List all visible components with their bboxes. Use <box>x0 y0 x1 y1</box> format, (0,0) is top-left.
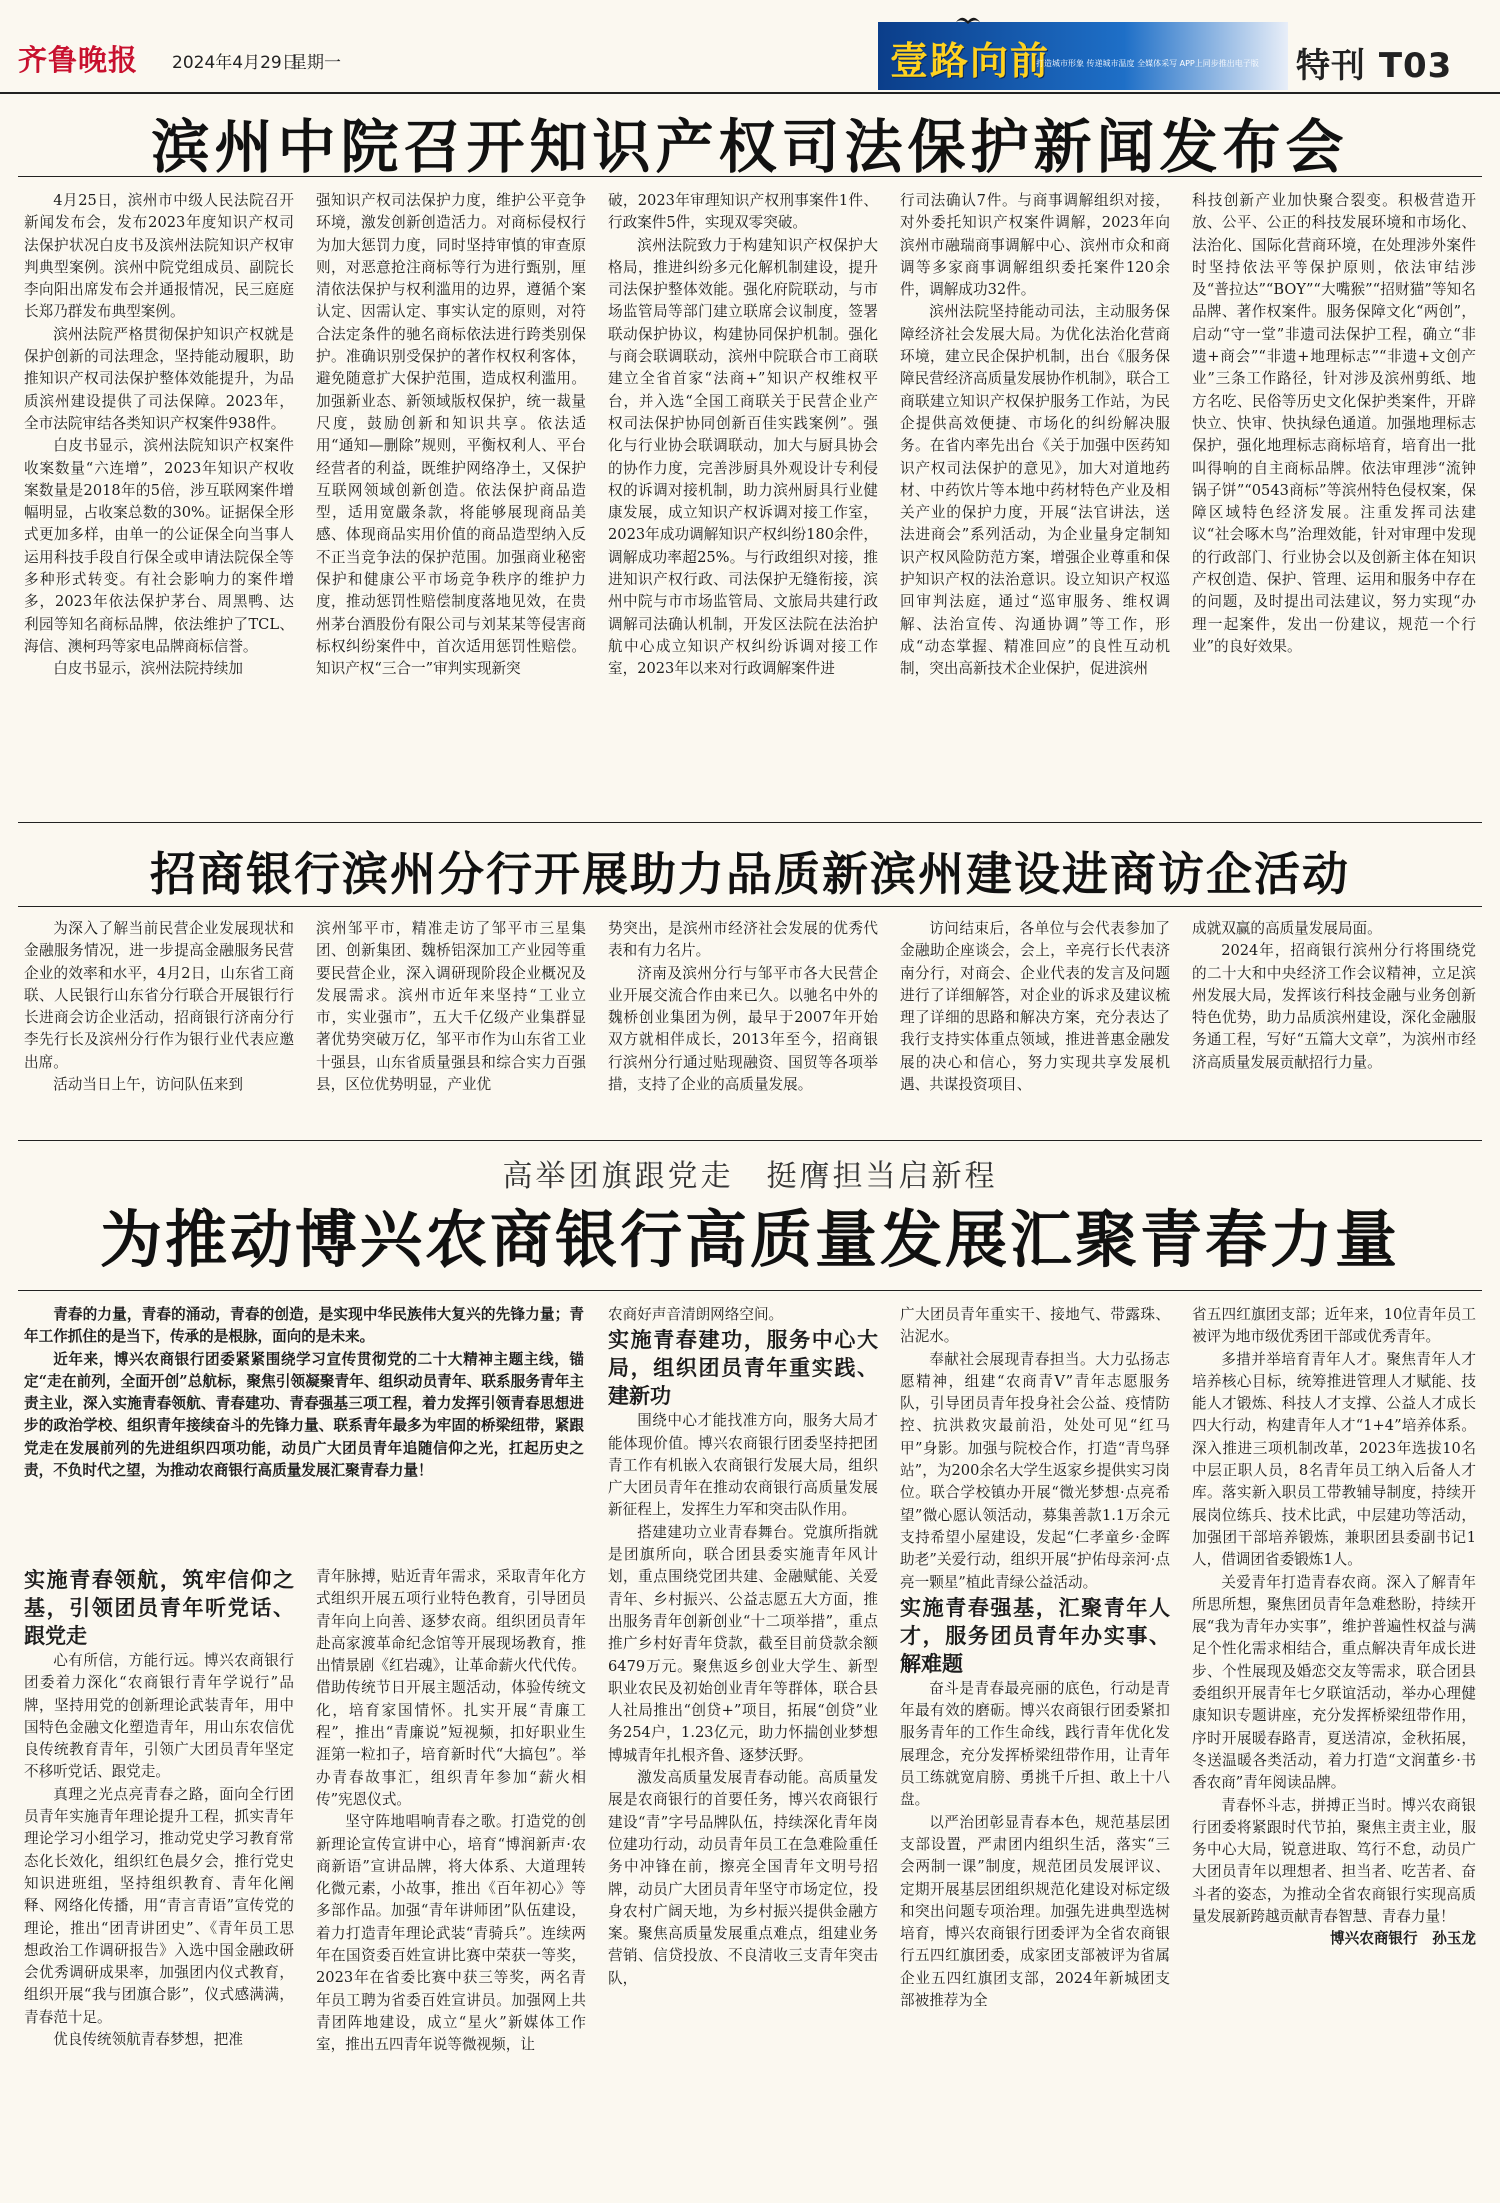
paragraph: 奉献社会展现青春担当。大力弘扬志愿精神，组建“农商青V”青年志愿服务队，引导团员青年投身社会公益、疫情防控、抗洪救灾最前沿，处处可见“红马甲”身影。加强与院校合作，打造“青鸟驿站”，为200余名大学生返家乡提供实习岗位。联合学校镇办开展“微光梦想·点亮希望”微心愿认领活动，募集善款1.1万余元支持希望小屋建设，发起“仁孝童乡·金晖助老”关爱行动，组织开展“护佑母亲河·点亮一颗星”植此青绿公益活动。 <box>900 1350 1170 1591</box>
divider <box>18 906 1482 907</box>
paragraph: 2024年，招商银行滨州分行将围绕党的二十大和中央经济工作会议精神，立足滨州发展大局，发挥该行科技金融与业务创新特色优势，助力品质滨州建设，深化金融服务通工程，写好“五篇大文章”，为滨州市经济高质量发展贡献招行力量。 <box>1192 942 1476 1071</box>
publication-date: 2024年4月29日 <box>172 53 299 73</box>
section-banner-subtitle: 打造城市形象 传递城市温度 全媒体采写 APP上同步推出电子版 <box>1036 59 1259 68</box>
paragraph: 科技创新产业加快聚合裂变。积极营造开放、公平、公正的科技发展环境和市场化、法治化、国际化营商环境，在处理涉外案件时坚持依法平等保护原则，依法审结涉及“普拉达”“BOY”“大嘴猴”“招财猫”等知名品牌、著作权案件。服务保障文化“两创”，启动“守一堂”非遗司法保护工程，确立“非遗+商会”“非遗+地理标志”“非遗+文创产业”三条工作路径，针对涉及滨州剪纸、地方名吃、民俗等历史文化保护类案件，开辟快立、快审、快执绿色通道。加强地理标志保护，强化地理标志商标培育，培育出一批叫得响的自主商标品牌。依法审理涉“流钟锅子饼”“0543商标”等滨州特色侵权案，保障区域特色经济发展。注重发挥司法建议“社会啄木鸟”治理效能，针对审理中发现的行政部门、行业协会以及创新主体在知识产权创造、保护、管理、运用和服务中存在的问题，及时提出司法建议，努力实现“办理一起案件，发出一份建议，规范一个行业”的良好效果。 <box>1192 192 1476 655</box>
article2-headline: 招商银行滨州分行开展助力品质新滨州建设进商访企活动 <box>150 847 1350 901</box>
paragraph: 滨州法院坚持能动司法，主动服务保障经济社会发展大局。为优化法治化营商环境，建立民企保护机制，出台《服务保障民营经济高质量发展协作机制》，联合工商联建立知识产权保护服务工作站，为民企提供高效便捷、市场化的纠纷解决服务。在省内率先出台《关于加强中医药知识产权司法保护的意见》，加大对道地药材、中药饮片等本地中药材特色产业及相关产业的保护力度，开展“法官讲法，送法进商会”系列活动，为企业量身定制知识产权风险防范方案，增强企业尊重和保护知识产权的法治意识。设立知识产权巡回审判法庭，通过“巡审服务、维权调解、法治宣传、沟通协调”等工作，形成“动态掌握、精准回应”的良性互动机制，突出高新技术企业保护，促进滨州 <box>900 303 1170 678</box>
byline: 博兴农商银行 孙玉龙 <box>1330 1930 1476 1948</box>
paragraph: 围绕中心才能找准方向，服务大局才能体现价值。博兴农商银行团委坚持把团青工作有机嵌入农商银行发展大局，组织广大团员青年在推动农商银行高质量发展新征程上，发挥生力军和突击队作用。 <box>608 1412 878 1519</box>
article3-lead <box>24 1304 584 1560</box>
article2-column-5 <box>1192 918 1476 1130</box>
article2-column-3 <box>608 918 878 1130</box>
paragraph: 破，2023年审理知识产权刑事案件1件、行政案件5件，实现双零突破。 <box>608 192 878 232</box>
paragraph: 农商好声音清朗网络空间。 <box>608 1306 784 1323</box>
paragraph: 白皮书显示，滨州法院知识产权案件收案数量“六连增”，2023年知识产权收案数量是2018年的5倍，涉互联网案件增幅明显，占收案总数的30%。证据保全形式更加多样，由单一的公证保全向当事人运用科技手段自行保全或申请法院保全等多种形式转变。有社会影响力的案件增多，2023年依法保护茅台、周黑鸭、达利园等知名商标品牌，依法维护了TCL、海信、澳柯玛等家电品牌商标信誉。 <box>24 437 294 655</box>
paragraph: 白皮书显示，滨州法院持续加 <box>53 660 243 678</box>
paragraph: 势突出，是滨州市经济社会发展的优秀代表和有力名片。 <box>608 920 878 960</box>
paragraph: 坚守阵地唱响青春之歌。打造党的创新理论宣传宣讲中心，培育“博润新声·农商新语”宣讲品牌，将大体系、大道理转化微元素，小故事，推出《百年初心》等多部作品。加强“青年讲师团”队伍建设，着力打造青年理论武装“青骑兵”。连续两年在国资委百姓宣讲比赛中荣获一等奖，2023年在省委比赛中获三等奖，两名青年员工聘为省委百姓宣讲员。加强网上共青团阵地建设，成立“星火”新媒体工作室，推出五四青年说等微视频，让 <box>316 1813 586 2054</box>
article3-headline: 为推动博兴农商银行高质量发展汇聚青春力量 <box>99 1203 1400 1276</box>
paragraph: 激发高质量发展青春动能。高质量发展是农商银行的首要任务，博兴农商银行建设“青”字号品牌队伍，持续深化青年岗位建功行动，动员青年员工在急难险重任务中冲锋在前，擦亮全国青年文明号招牌，动员广大团员青年坚守市场定位，投身农村广阔天地，为乡村振兴提供金融方案。聚焦高质量发展重点难点，组建业务营销、信贷投放、不良清收三支青年突击队， <box>608 1769 878 1987</box>
paragraph: 多措并举培育青年人才。聚焦青年人才培养核心目标，统筹推进管理人才赋能、技能人才锻炼、科技人才支撑、公益人才成长四大行动，构建青年人才“1+4”培养体系。深入推进三项机制改革，2023年选拔10名中层正职人员，8名青年员工纳入后备人才库。落实新入职员工带教辅导制度，持续开展岗位练兵、技术比武，中层建功等活动，加强团干部培养锻炼，兼职团县委副书记1人，借调团省委锻炼1人。 <box>1192 1350 1476 1569</box>
paragraph: 广大团员青年重实干、接地气、带露珠、沾泥水。 <box>900 1306 1170 1346</box>
paragraph: 成就双赢的高质量发展局面。 <box>1192 920 1382 937</box>
section-heading: 实施青春领航，筑牢信仰之基，引领团员青年听党话、跟党走 <box>24 1567 294 1648</box>
weekday: 星期一 <box>290 53 341 73</box>
paragraph: 4月25日，滨州市中级人民法院召开新闻发布会，发布2023年度知识产权司法保护状况白皮书及滨州法院知识产权审判典型案例。滨州中院党组成员、副院长李向阳出席发布会并通报情况，民三庭庭长郑乃群发布典型案例。 <box>24 192 294 321</box>
page-label: 特刊 T03 <box>1296 46 1453 86</box>
paragraph: 关爱青年打造青春农商。深入了解青年所思所想，聚焦团员青年急难愁盼，持续开展“我为青年办实事”，维护普遍性权益与满足个性化需求相结合，重点解决青年成长进步、个性展现及婚恋交友等需求，联合团县委组织开展青年七夕联谊活动，举办心理健康知识专题讲座，充分发挥桥梁纽带作用，序时开展暖春路青，夏送清凉，金秋拓展，冬送温暖各类活动，着力打造“文润董乡·书香农商”青年阅读品牌。 <box>1192 1573 1476 1792</box>
article1-column-4 <box>900 190 1170 810</box>
article2-column-1 <box>24 918 294 1130</box>
paragraph: 滨州邹平市，精准走访了邹平市三星集团、创新集团、魏桥铝深加工产业园等重要民营企业，深入调研现阶段企业概况及发展需求。滨州市近年来坚持“工业立市，实业强市”，五大千亿级产业集群显著优势突破万亿，邹平市作为山东省工业十强县，山东省质量强县和综合实力百强县，区位优势明显，产业优 <box>316 920 586 1094</box>
divider <box>18 176 1482 177</box>
article1-column-1 <box>24 190 294 810</box>
paragraph: 滨州法院致力于构建知识产权保护大格局，推进纠纷多元化解机制建设，提升司法保护整体效能。强化府院联动，与市场监管局等部门建立联席会议制度，签署联动保护协议，构建协同保护机制。强化与商会联调联动，滨州中院联合市工商联建立全省首家“法商+”知识产权维权平台，并入选“全国工商联关于民营企业产权司法保护协同创新百佳实践案例”。强化与行业协会联调联动，加大与厨具协会的协作力度，完善涉厨具外观设计专利侵权的诉调对接机制，助力滨州厨具行业健康发展，成立知识产权诉调对接工作室，2023年成功调解知识产权纠纷180余件，调解成功率超25%。与行政组织对接，推进知识产权行政、司法保护无缝衔接，滨州中院与市市场监管局、文旅局共建行政调解司法确认机制，开发区法院在法治护航中心成立知识产权纠纷诉调对接工作室，2023年以来对行政调解案件进 <box>608 236 878 678</box>
paragraph: 访问结束后，各单位与会代表参加了金融助企座谈会，会上，辛亮行长代表济南分行，对商会、企业代表的发言及问题进行了详细解答，对企业的诉求及建议梳理了详细的思路和解决方案，充分表达了我行支持实体重点领域，推进普惠金融发展的决心和信心，努力实现共享发展机遇、共谋投资项目、 <box>900 920 1170 1094</box>
article2-column-2 <box>316 918 586 1130</box>
article1-column-2 <box>316 190 586 810</box>
article1-headline: 滨州中院召开知识产权司法保护新闻发布会 <box>151 113 1349 181</box>
paragraph: 心有所信，方能行远。博兴农商银行团委着力深化“农商银行青年学说行”品牌，坚持用党的创新理论武装青年，用中国特色金融文化塑造青年，用山东农信优良传统教育青年，引领广大团员青年坚定不移听党话、跟党走。 <box>24 1652 294 1781</box>
lead-paragraph: 青春的力量，青春的涌动，青春的创造，是实现中华民族伟大复兴的先锋力量；青年工作抓住的是当下，传承的是根脉，面向的是未来。 <box>24 1306 584 1346</box>
section-heading: 实施青春强基，汇聚青年人才，服务团员青年办实事、解难题 <box>900 1594 1170 1676</box>
article1-column-3 <box>608 190 878 810</box>
newspaper-logo: 齐鲁晚报 <box>18 43 139 77</box>
article3-column-1 <box>24 1566 294 2192</box>
paragraph: 青春怀斗志，拼搏正当时。博兴农商银行团委将紧跟时代节拍，聚焦主责主业，服务中心大局，锐意进取、笃行不怠，动员广大团员青年以理想者、担当者、吃苦者、奋斗者的姿态，为推动全省农商银行实现高质量发展新跨越贡献青春智慧、青春力量！ <box>1192 1796 1476 1926</box>
paragraph: 青年脉搏，贴近青年需求，采取青年化方式组织开展五项行业特色教育，引导团员青年向上向善、逐梦农商。组织团员青年赴高家渡革命纪念馆等开展现场教育，推出情景剧《红岩魂》，让革命薪火代代传。借助传统节日开展主题活动，体验传统文化，培育家国情怀。扎实开展“青廉工程”，推出“青廉说”短视频，扣好职业生涯第一粒扣子，培育新时代“大搞包”。举办青春故事汇，组织青年参加“薪火相传”宪恩仪式。 <box>316 1568 586 1808</box>
article3-column-2 <box>316 1566 586 2192</box>
section-banner-title: 壹路向前 <box>890 38 1051 83</box>
article3-column-4 <box>900 1304 1170 2192</box>
article2-column-4 <box>900 918 1170 1130</box>
bird-icon <box>955 12 981 30</box>
paragraph: 省五四红旗团支部；近年来，10位青年员工被评为地市级优秀团干部或优秀青年。 <box>1192 1306 1476 1346</box>
article3-column-5 <box>1192 1304 1476 2192</box>
article3-column-3 <box>608 1304 878 2192</box>
paragraph: 济南及滨州分行与邹平市各大民营企业开展交流合作由来已久。以驰名中外的魏桥创业集团为例，最早于2007年开始双方就相伴成长，2013年至今，招商银行滨州分行通过贴现融资、国贸等各项举措，支持了企业的高质量发展。 <box>608 964 878 1094</box>
lead-paragraph: 近年来，博兴农商银行团委紧紧围绕学习宣传贯彻党的二十大精神主题主线，锚定“走在前列，全面开创”总航标，聚焦引领凝聚青年、组织动员青年、联系服务青年主责主业，深入实施青春领航、青春建功、青春强基三项工程，着力发挥引领青春思想进步的政治学校、组织青年接续奋斗的先锋力量、联系青年最多为牢固的桥梁纽带，紧跟党走在发展前列的先进组织四项功能，动员广大团员青年追随信仰之光，扛起历史之责，不负时代之望，为推动农商银行高质量发展汇聚青春力量！ <box>24 1350 584 1480</box>
paragraph: 活动当日上午，访问队伍来到 <box>53 1076 243 1094</box>
paragraph: 强知识产权司法保护力度，维护公平竞争环境，激发创新创造活力。对商标侵权行为加大惩罚力度，同时坚持审慎的审查原则，对恶意抢注商标等行为进行甄别，厘清依法保护与权利滥用的边界，遵循个案认定、因需认定、事实认定的原则，对符合法定条件的驰名商标依法进行跨类别保护。准确识别受保护的著作权权利客体，避免随意扩大保护范围，造成权利滥用。加强新业态、新领域版权保护，统一裁量尺度，鼓励创新和知识共享。依法适用“通知—删除”规则，平衡权利人、平台经营者的利益，既维护网络净土，又保护互联网领域创新创造。依法保护商品造型，适用宽嚴条款，将能够展现商品美感、体现商品实用价值的商品造型纳入反不正当竞争法的保护范围。加强商业秘密保护和健康公平市场竞争秩序的维护力度，推动惩罚性赔偿制度落地见效，在贵州茅台酒股份有限公司与刘某某等侵害商标权纠纷案件中，首次适用惩罚性赔偿。知识产权“三合一”审判实现新突 <box>316 192 586 678</box>
article1-column-5 <box>1192 190 1476 810</box>
divider <box>18 822 1482 823</box>
paragraph: 行司法确认7件。与商事调解组织对接，对外委托知识产权案件调解，2023年向滨州市融瑞商事调解中心、滨州市众和商调等多家商事调解组织委托案件120余件，调解成功32件。 <box>900 192 1170 299</box>
paragraph: 搭建建功立业青春舞台。党旗所指就是团旗所向，联合团县委实施青年风计划，重点围绕党团共建、金融赋能、关爱青年、乡村振兴、公益志愿五大方面，推出服务青年创新创业“十二项举措”，重点推广乡村好青年贷款，截至目前贷款余额6479万元。聚焦返乡创业大学生、新型职业农民及初始创业青年等群体，联合县人社局推出“创贷+”项目，拓展“创贷”业务254户，1.23亿元，助力怀揣创业梦想博城青年扎根齐鲁、逐梦沃野。 <box>608 1523 878 1764</box>
article3-kicker: 高举团旗跟党走 挺膺担当启新程 <box>502 1159 998 1194</box>
section-heading: 实施青春建功，服务中心大局，组织团员青年重实践、建新功 <box>608 1327 878 1409</box>
paragraph: 真理之光点亮青春之路，面向全行团员青年实施青年理论提升工程，抓实青年理论学习小组学习，推动党史学习教育常态化长效化，组织红色晨夕会，推行党史知识进班组，坚持组织教育、青年化阐释、网络化传播，用“青言青语”宣传党的理论，推出“团青讲团史”、《青年员工思想政治工作调研报告》入选中国金融政研会优秀调研成果率，加强团内仪式教育，组织开展“我与团旗合影”，仪式感满满，青春范十足。 <box>24 1785 294 2026</box>
paragraph: 优良传统领航青春梦想，把准 <box>53 2031 243 2049</box>
paragraph: 为深入了解当前民营企业发展现状和金融服务情况，进一步提高金融服务民营企业的效率和水平，4月2日，山东省工商联、人民银行山东省分行联合开展银行行长进商会访企业活动，招商银行济南分行李先行长及滨州分行作为银行业代表应邀出席。 <box>24 920 294 1071</box>
paragraph: 滨州法院严格贯彻保护知识产权就是保护创新的司法理念，坚持能动履职，助推知识产权司法保护整体效能提升，为品质滨州建设提供了司法保障。2023年，全市法院审结各类知识产权案件938件。 <box>24 325 294 432</box>
paragraph: 奋斗是青春最亮丽的底色，行动是青年最有效的磨砺。博兴农商银行团委紧扣服务青年的工作生命线，践行青年优化发展理念，充分发挥桥梁纽带作用，让青年员工练就宽肩膀、勇挑千斤担、敢上十八盘。 <box>900 1679 1170 1809</box>
paragraph: 以严治团彰显青春本色，规范基层团支部设置，严肃团内组织生活，落实“三会两制一课”制度，规范团员发展评议、定期开展基层团组织规范化建设对标定级和突出问题专项治理。加强先进典型选树培育，博兴农商银行团委评为全省农商银行五四红旗团委，成家团支部被评为省属企业五四红旗团支部，2024年新城团支部被推荐为全 <box>900 1813 1170 2010</box>
divider <box>18 1140 1482 1141</box>
divider <box>18 1290 1482 1291</box>
